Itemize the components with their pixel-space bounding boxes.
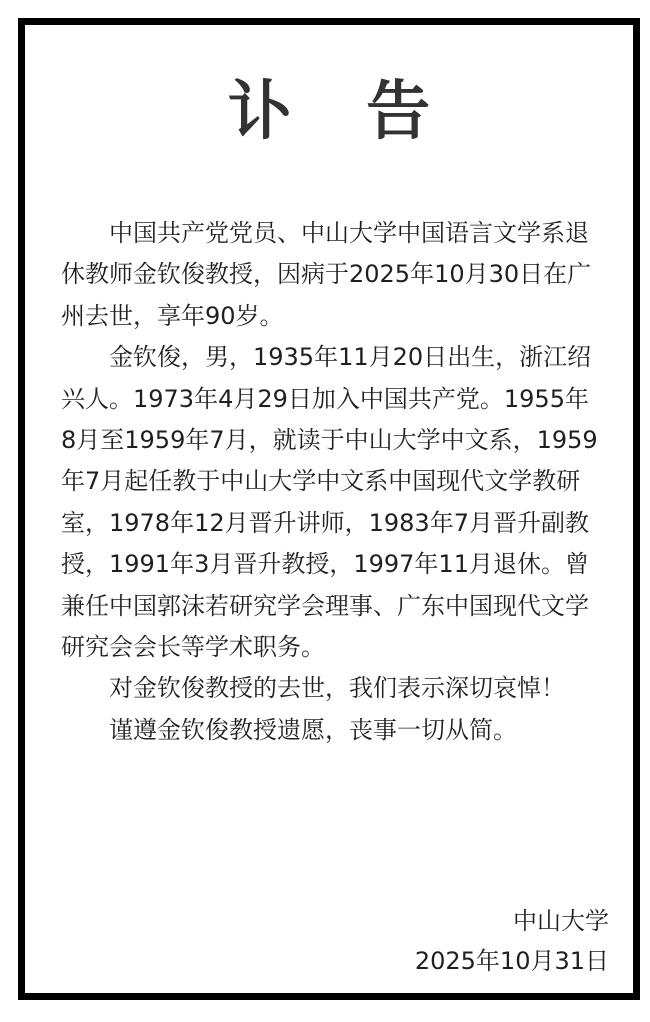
notice-body	[61, 213, 601, 751]
notice-frame	[18, 18, 640, 1000]
signature-date: 2025年10月31日	[414, 947, 609, 975]
paragraph-funeral-arrangement: 谨遵金钦俊教授遗愿，丧事一切从简。	[109, 715, 517, 744]
signature-organization: 中山大学	[513, 907, 609, 935]
signature-block	[415, 901, 609, 981]
paragraph-biography: 金钦俊，男，1935年11月20日出生，浙江绍兴人。1973年4月29日加入中国共产党。1955年8月至1959年7月，就读于中山大学中文系，1959年7月起任教于中山大学中文系中国现代文学教研室，1978年12月晋升讲师，1983年7月晋升副教授，1991年3月晋升教授，1997年11月退休。曾兼任中国郭沫若研究学会理事、广东中国现代文学研究会会长等学术职务。	[61, 343, 598, 662]
notice-title: 讣 告	[227, 75, 457, 149]
paragraph-condolence: 对金钦俊教授的去世，我们表示深切哀悼！	[109, 674, 565, 703]
paragraph-death-announcement: 中国共产党党员、中山大学中国语言文学系退休教师金钦俊教授，因病于2025年10月30日在广州去世，享年90岁。	[61, 219, 592, 330]
